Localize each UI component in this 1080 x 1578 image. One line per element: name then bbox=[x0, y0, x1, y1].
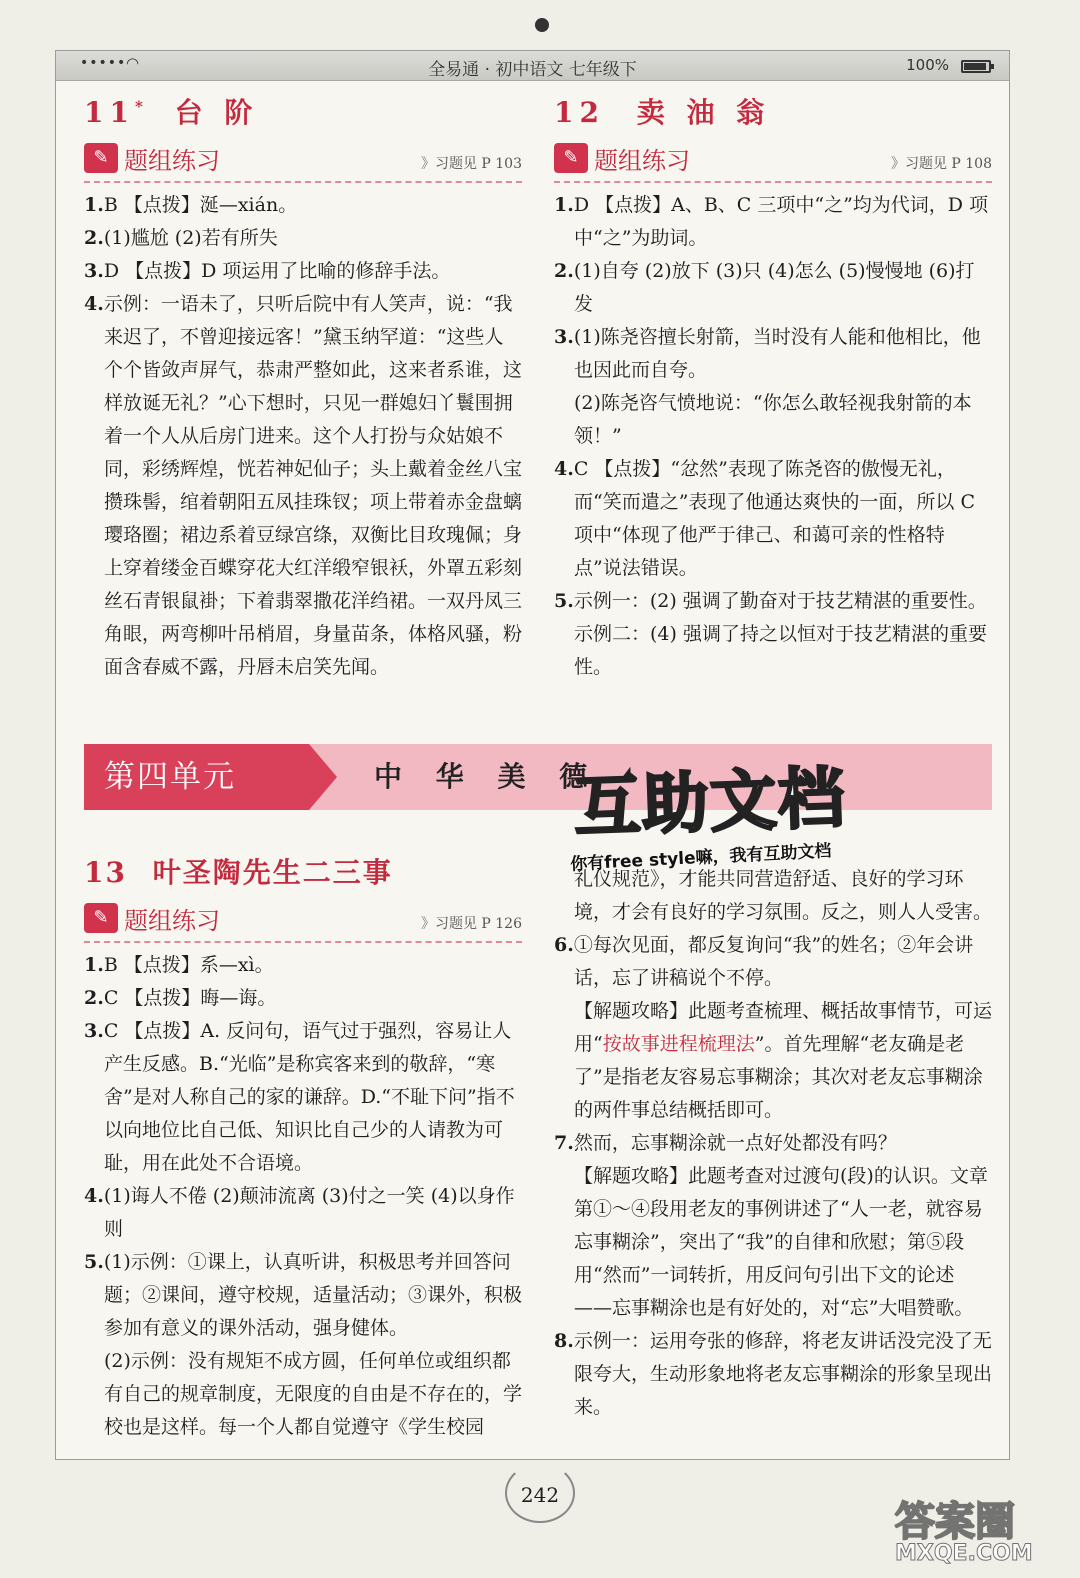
corner-logo-text: 答案圈 bbox=[895, 1499, 1015, 1545]
answer-item: 3.(1)陈尧咨擅长射箭，当时没有人能和他相比，他也因此而自夸。 bbox=[554, 326, 981, 381]
highlight-method: 按故事进程梳理法 bbox=[602, 1033, 755, 1055]
unit-theme: 中 华 美 德 bbox=[374, 760, 600, 793]
lesson-number: 11 bbox=[84, 96, 135, 129]
answer-item: 3.C 【点拨】A. 反问句，语气过于强烈，容易让人产生反感。B.“光临”是称宾客来到的敬辞，“寒舍”是对人称自己的家的谦辞。D.“不耻下问”指不以向地位比自己低、知识比自己少的人请教为可耻，用在此处不合语境。 bbox=[84, 1020, 515, 1174]
pencil-icon: ✎ bbox=[84, 143, 118, 173]
lesson-number: 13 bbox=[84, 856, 127, 889]
answer-item: 4.(1)诲人不倦 (2)颠沛流离 (3)付之一笑 (4)以身作则 bbox=[84, 1185, 515, 1240]
camera-dot bbox=[535, 18, 549, 32]
answer-item: 8.示例一：运用夸张的修辞，将老友讲话没完没了无限夸大，生动形象地将老友忘事糊涂的形象呈现出来。 bbox=[554, 1330, 993, 1418]
answer-item: 5.示例一：(2) 强调了勤奋对于技艺精湛的重要性。 bbox=[554, 590, 987, 612]
lesson-11-title bbox=[84, 91, 522, 131]
answer-list bbox=[554, 863, 992, 1424]
practice-header bbox=[84, 899, 522, 943]
page-number: 242 bbox=[505, 1463, 575, 1523]
battery-icon bbox=[961, 60, 991, 73]
lesson-13-continued bbox=[554, 857, 992, 1424]
practice-label: 题组练习 bbox=[594, 147, 690, 175]
star-mark: * bbox=[134, 97, 149, 116]
page-reference: 》习题见 P 126 bbox=[420, 916, 522, 932]
answer-item: 5.(1)示例：①课上，认真听讲，积极思考并回答问题；②课间，遵守校规，适量活动；③课外，积极参加有意义的课外活动，强身健体。 bbox=[84, 1251, 523, 1339]
unit-arrow bbox=[309, 744, 337, 810]
answer-item: 6.①每次见面，都反复询问“我”的姓名；②年会讲话，忘了讲稿说个不停。 bbox=[554, 934, 974, 989]
answer-item: 【解题攻略】此题考查对过渡句(段)的认识。文章第①～④段用老友的事例讲述了“人一老，就容易忘事糊涂”，突出了“我”的自律和欣慰；第⑤段用“然而”一词转折，用反问句引出下文的论述——忘事糊涂也是有好处的，对“忘”大唱赞歌。 bbox=[574, 1165, 988, 1319]
answer-item: 4.示例：一语未了，只听后院中有人笑声，说：“我来迟了，不曾迎接远客！”黛玉纳罕道：“这些人个个皆敛声屏气，恭肃严整如此，这来者系谁，这样放诞无礼？”心下想时，只见一群媳妇丫鬟围拥着一个人从后房门进来。这个人打扮与众姑娘不同，彩绣辉煌，恍若神妃仙子；头上戴着金丝八宝攒珠髻，绾着朝阳五凤挂珠钗；项上带着赤金盘螭璎珞圈；裙边系着豆绿宫绦，双衡比目玫瑰佩；身上穿着缕金百蝶穿花大红洋缎窄银袄，外罩五彩刻丝石青银鼠褂；下着翡翠撒花洋绉裙。一双丹凤三角眼，两弯柳叶吊梢眉，身量苗条，体格风骚，粉面含春威不露，丹唇未启笑先闻。 bbox=[84, 293, 523, 678]
answer-item: 示例二：(4) 强调了持之以恒对于技艺精湛的重要性。 bbox=[574, 623, 987, 678]
page-reference: 》习题见 P 103 bbox=[420, 156, 522, 172]
signal-icon: ••••• bbox=[80, 55, 127, 71]
answer-item: 3.D 【点拨】D 项运用了比喻的修辞手法。 bbox=[84, 260, 451, 282]
battery-percent: 100% bbox=[906, 56, 949, 74]
answer-item: 4.C 【点拨】“忿然”表现了陈尧咨的傲慢无礼，而“笑而遣之”表现了他通达爽快的一面，所以 C 项中“体现了他严于律己、和蔼可亲的性格特点”说法错误。 bbox=[554, 458, 976, 579]
page-frame bbox=[55, 50, 1010, 1460]
lesson-13-title bbox=[84, 851, 522, 891]
pencil-icon: ✎ bbox=[554, 143, 588, 173]
lesson-name: 卖 油 翁 bbox=[636, 96, 771, 129]
lesson-name: 台 阶 bbox=[174, 96, 259, 129]
answer-item: 2.(1)尴尬 (2)若有所失 bbox=[84, 227, 278, 249]
answer-item: (2)示例：没有规矩不成方圆，任何单位或组织都有自己的规章制度，无限度的自由是不存在的，学校也是这样。每一个人都自觉遵守《学生校园 bbox=[104, 1350, 523, 1438]
pencil-icon: ✎ bbox=[84, 903, 118, 933]
answer-list bbox=[84, 949, 522, 1444]
lesson-name: 叶圣陶先生二三事 bbox=[152, 856, 393, 889]
answer-item: (2)陈尧咨气愤地说：“你怎么敢轻视我射箭的本领！” bbox=[574, 392, 972, 447]
status-bar bbox=[56, 51, 1009, 81]
unit-label: 第四单元 bbox=[84, 744, 309, 810]
answer-item: 【解题攻略】此题考查梳理、概括故事情节，可运用“按故事进程梳理法”。首先理解“老友确是老了”是指老友容易忘事糊涂；其次对老友忘事糊涂的两件事总结概括即可。 bbox=[574, 1000, 993, 1121]
corner-logo bbox=[895, 1490, 1045, 1570]
book-title: 全易通 · 初中语文 七年级下 bbox=[428, 60, 637, 80]
answer-item: 1.D 【点拨】A、B、C 三项中“之”均为代词，D 项中“之”为助词。 bbox=[554, 194, 989, 249]
watermark-logo: 互助文档 bbox=[572, 759, 848, 846]
practice-header bbox=[554, 139, 992, 183]
answer-item: 7.然而，忘事糊涂就一点好处都没有吗？ bbox=[554, 1132, 897, 1154]
lesson-12-title bbox=[554, 91, 992, 131]
page-reference: 》习题见 P 108 bbox=[890, 156, 992, 172]
lesson-number: 12 bbox=[554, 96, 605, 129]
answer-item: 2.C 【点拨】晦—诲。 bbox=[84, 987, 277, 1009]
lesson-11-section bbox=[84, 91, 522, 684]
lesson-12-section bbox=[554, 91, 992, 684]
wifi-icon: ◠ bbox=[126, 54, 140, 72]
answer-list bbox=[554, 189, 992, 684]
answer-item: 礼仪规范》，才能共同营造舒适、良好的学习环境，才会有良好的学习氛围。反之，则人人受害。 bbox=[574, 868, 993, 923]
corner-logo-url: MXQE.COM bbox=[895, 1541, 1033, 1566]
practice-label: 题组练习 bbox=[124, 147, 220, 175]
practice-header bbox=[84, 139, 522, 183]
answer-item: 1.B 【点拨】涎—xián。 bbox=[84, 194, 298, 216]
lesson-13-section bbox=[84, 851, 522, 1444]
answer-item: 1.B 【点拨】系—xì。 bbox=[84, 954, 274, 976]
answer-list bbox=[84, 189, 522, 684]
practice-label: 题组练习 bbox=[124, 907, 220, 935]
unit-banner bbox=[84, 744, 992, 810]
answer-item: 2.(1)自夸 (2)放下 (3)只 (4)怎么 (5)慢慢地 (6)打发 bbox=[554, 260, 975, 315]
watermark-slogan: 你有free style嘛，我有互助文档 bbox=[569, 841, 832, 875]
